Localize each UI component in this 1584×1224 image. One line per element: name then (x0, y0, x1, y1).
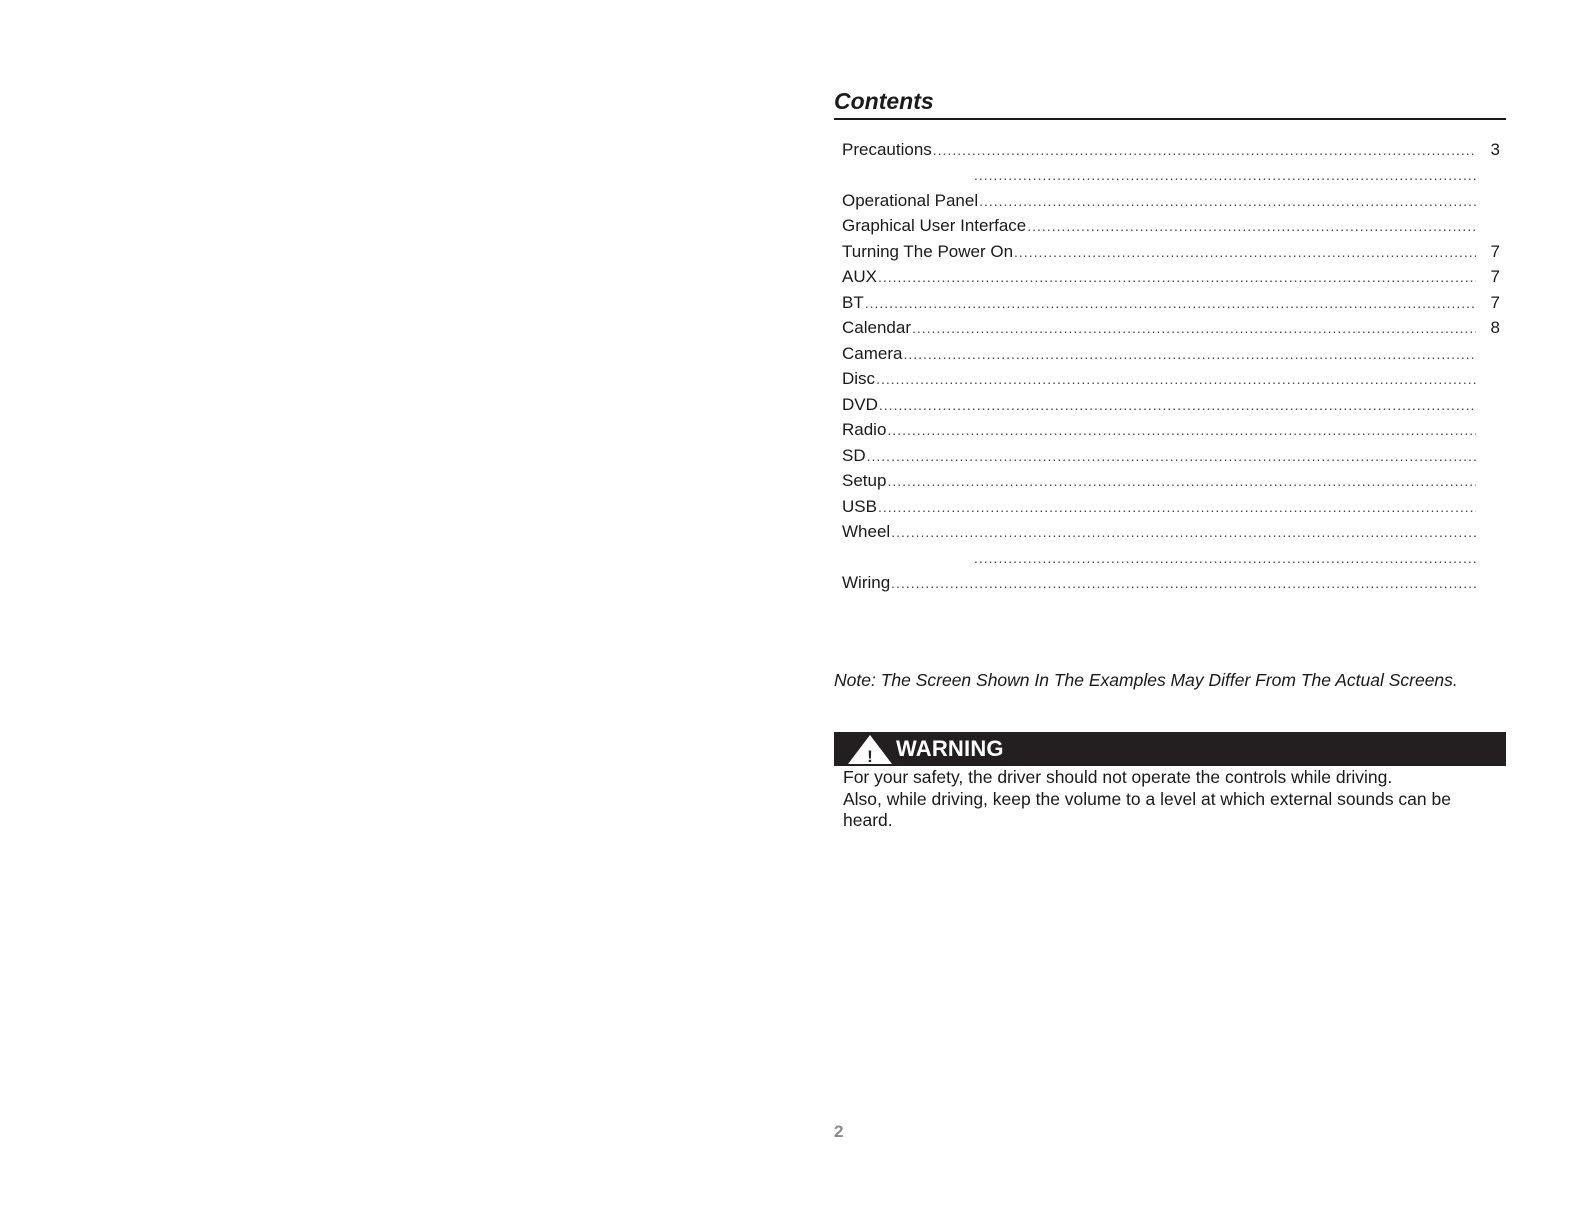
toc-entry (842, 236, 1500, 262)
toc-entry-label: Wheel (842, 522, 891, 541)
table-of-contents (842, 134, 1500, 593)
toc-entry-label: Disc (842, 369, 876, 388)
toc-entry-label: SD (842, 445, 866, 465)
toc-entry-page: 3 (1490, 139, 1500, 159)
svg-text:!: ! (867, 747, 873, 765)
toc-entry (842, 211, 1500, 237)
warning-line: For your safety, the driver should not operate the controls while driving. (843, 767, 1393, 787)
toc-entry (842, 262, 1500, 288)
toc-leader-dots (933, 142, 1476, 158)
heading-rule (834, 118, 1506, 120)
warning-label: WARNING (896, 736, 1004, 761)
toc-entry-label: Wiring (842, 573, 891, 592)
manual-page (834, 0, 1506, 1224)
toc-entry (842, 466, 1500, 492)
toc-leader-dots (887, 422, 1476, 438)
toc-entry-page: 7 (1490, 292, 1500, 312)
warning-line: Also, while driving, keep the volume to a level at which external sounds can be heard. (843, 788, 1451, 830)
toc-entry (842, 364, 1500, 390)
toc-entry (842, 440, 1500, 466)
toc-entry-page: 7 (1490, 241, 1500, 261)
toc-entry (842, 415, 1500, 441)
toc-entry-label: DVD (842, 394, 878, 414)
toc-entry-label: Operational Panel (842, 190, 979, 210)
toc-entry (842, 389, 1500, 415)
toc-leader-dots (891, 524, 1476, 540)
toc-entry (842, 491, 1500, 517)
toc-entry-label: Precautions (842, 139, 932, 159)
toc-entry-label: Turning The Power On (842, 241, 1014, 261)
warning-triangle-icon (846, 733, 894, 765)
toc-entry (842, 160, 1500, 186)
screen-note: Note: The Screen Shown In The Examples May Differ From The Actual Screens. (834, 670, 1458, 690)
toc-leader-dots (974, 550, 1476, 566)
toc-leader-dots (876, 371, 1476, 387)
toc-entry-page: 8 (1490, 318, 1500, 337)
toc-leader-dots (979, 193, 1476, 209)
warning-text (843, 767, 1503, 832)
toc-entry-label: Calendar (842, 318, 911, 337)
toc-entry (842, 517, 1500, 543)
toc-entry (842, 568, 1500, 594)
toc-leader-dots (903, 346, 1476, 362)
warning-banner (834, 732, 1506, 766)
toc-entry-label: Radio (842, 420, 887, 439)
toc-leader-dots (1027, 218, 1476, 234)
page-number: 2 (834, 1122, 844, 1141)
toc-entry (842, 185, 1500, 211)
toc-leader-dots (878, 269, 1476, 285)
toc-entry (842, 134, 1500, 160)
toc-entry (842, 313, 1500, 339)
toc-entry (842, 542, 1500, 568)
toc-entry-page: 7 (1490, 267, 1500, 286)
toc-leader-dots (878, 499, 1476, 515)
contents-heading: Contents (834, 88, 934, 114)
toc-leader-dots (1014, 244, 1476, 260)
toc-leader-dots (974, 167, 1476, 183)
toc-entry-label: Camera (842, 343, 903, 363)
toc-leader-dots (867, 448, 1476, 464)
toc-leader-dots (912, 320, 1476, 336)
toc-entry-label: Setup (842, 471, 887, 490)
toc-leader-dots (865, 295, 1476, 311)
toc-entry-label: BT (842, 292, 864, 312)
toc-entry-label: Graphical User Interface (842, 216, 1027, 235)
toc-leader-dots (891, 575, 1476, 591)
toc-leader-dots (879, 397, 1476, 413)
toc-entry (842, 287, 1500, 313)
toc-leader-dots (887, 473, 1476, 489)
toc-entry-label: USB (842, 496, 877, 516)
toc-entry (842, 338, 1500, 364)
toc-entry-label: AUX (842, 267, 877, 286)
